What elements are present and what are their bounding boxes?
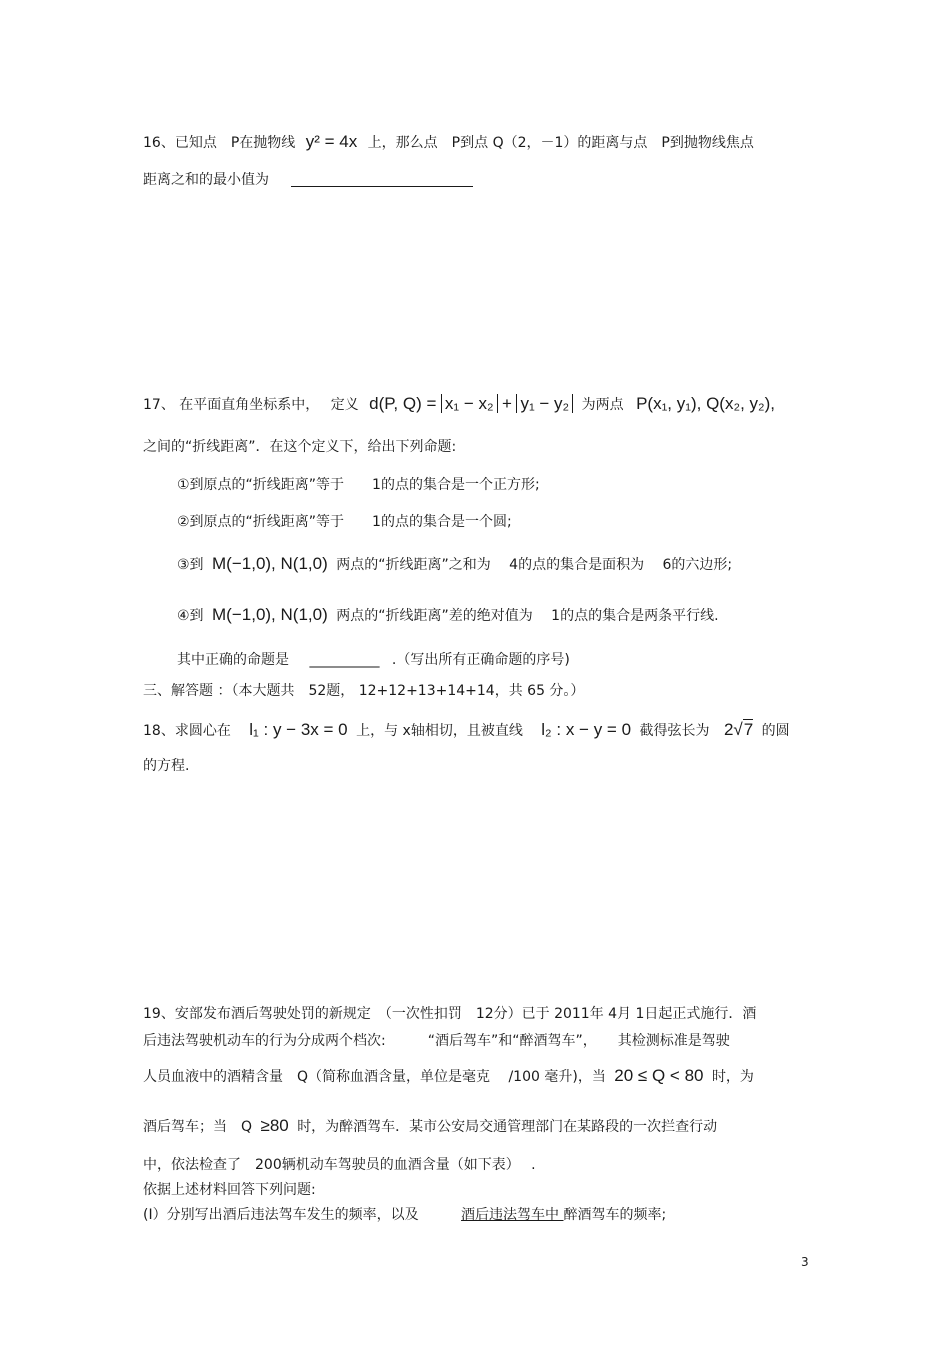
- q16-parabola-equation: y² = 4x: [305, 132, 358, 151]
- q19-line-3-text-b: 时，为: [711, 1069, 754, 1085]
- section-3-heading: 三、解答题 ：（本大题共 52题， 12+12+13+14+14，共 65 分。）: [143, 683, 585, 699]
- q19-line-7-text-b: 醉酒驾车的频率;: [563, 1207, 667, 1223]
- q17-text-a: 17、 在平面直角坐标系中， 定义: [143, 397, 359, 413]
- q19-line-6: 依据上述材料回答下列问题:: [143, 1182, 316, 1198]
- q19-drunk-threshold: ≥80: [260, 1116, 289, 1135]
- q18-chord-coefficient: 2: [723, 720, 734, 739]
- q18-line-2: 的方程.: [143, 758, 190, 774]
- q18-text-a: 18、求圆心在: [143, 723, 231, 739]
- q17-p3-points: M(−1,0), N(1,0): [212, 554, 328, 573]
- q16-answer-blank[interactable]: [291, 186, 473, 187]
- q17-proposition-2: ②到原点的“折线距离”等于 1的点的集合是一个圆;: [177, 514, 512, 530]
- q17-p4-text-b: 两点的“折线距离”差的绝对值为 1的点的集合是两条平行线.: [336, 608, 719, 624]
- q16-text-a: 16、已知点 P在抛物线: [143, 135, 296, 151]
- q17-p3-text-a: ③到: [177, 557, 204, 573]
- q17-answer-text-a: 其中正确的命题是: [177, 652, 289, 668]
- q18-line-l2: l₂ : x − y = 0: [541, 720, 632, 739]
- q19-line-4-text-a: 酒后驾车；当 Q: [143, 1119, 253, 1135]
- q19-line-2: 后违法驾驶机动车的行为分成两个档次: “酒后驾车”和“醉酒驾车”， 其检测标准是驾驶: [143, 1033, 730, 1049]
- q16-line-2: [143, 170, 473, 190]
- q19-line-3-text-a: 人员血液中的酒精含量 Q（简称血酒含量，单位是毫克 /100 毫升)，当: [143, 1069, 606, 1085]
- q19-line-7-text-a: (Ⅰ）分别写出酒后违法驾车发生的频率，以及: [143, 1207, 419, 1223]
- q17-answer-text-b: .（写出所有正确命题的序号): [391, 652, 570, 668]
- q17-text-b: 为两点: [581, 397, 624, 413]
- q19-line-7: [143, 1205, 666, 1225]
- q19-line-1: 19、安部发布酒后驾驶处罚的新规定 （一次性扣罚 12分）已于 2011年 4月 1日起正式施行．酒: [143, 1006, 757, 1022]
- sqrt-icon: √: [733, 720, 743, 739]
- q18-chord-radicand: 7: [743, 720, 754, 739]
- page-number: 3: [801, 1255, 809, 1269]
- q19-line-5: 中，依法检查了 200辆机动车驾驶员的血酒含量（如下表） .: [143, 1157, 536, 1173]
- q17-answer-blank[interactable]: __________: [309, 652, 380, 668]
- q18-text-d: 的圆: [761, 723, 790, 739]
- q18-line-l1: l₁ : y − 3x = 0: [249, 720, 348, 739]
- q17-p4-text-a: ④到: [177, 608, 204, 624]
- q17-proposition-3: [177, 554, 732, 575]
- q16-text-b: 上，那么点 P到点 Q（2，－1）的距离与点 P到抛物线焦点: [367, 135, 754, 151]
- q17-abs-x: x₁ − x₂: [441, 394, 498, 413]
- q17-proposition-1: ①到原点的“折线距离”等于 1的点的集合是一个正方形;: [177, 477, 540, 493]
- q17-points: P(x₁, y₁), Q(x₂, y₂),: [636, 394, 776, 413]
- q17-plus: +: [502, 394, 512, 413]
- q19-line-4: [143, 1116, 717, 1137]
- q18-text-c: 截得弦长为: [639, 723, 710, 739]
- q17-distance-def: d(P, Q) =: [369, 394, 437, 413]
- q19-underlined-phrase: 酒后违法驾车中: [461, 1207, 564, 1223]
- q19-line-3: [143, 1066, 754, 1087]
- q17-answer-line: [177, 650, 570, 670]
- q17-abs-y: y₁ − y₂: [516, 394, 573, 413]
- q17-line-1: [143, 394, 775, 415]
- q19-drunk-range: 20 ≤ Q < 80: [614, 1066, 704, 1085]
- q18-text-b: 上，与 x轴相切，且被直线: [356, 723, 523, 739]
- q19-line-4-text-b: 时，为醉酒驾车．某市公安局交通管理部门在某路段的一次拦查行动: [297, 1119, 718, 1135]
- q17-p3-text-b: 两点的“折线距离”之和为 4的点的集合是面积为 6的六边形;: [336, 557, 733, 573]
- q17-p4-points: M(−1,0), N(1,0): [212, 605, 328, 624]
- q18-line-1: [143, 720, 790, 741]
- q17-line-2: 之间的“折线距离”．在这个定义下，给出下列命题:: [143, 439, 457, 455]
- q17-proposition-4: [177, 605, 719, 626]
- q16-line-1: [143, 132, 754, 153]
- q16-text-c: 距离之和的最小值为: [143, 172, 269, 188]
